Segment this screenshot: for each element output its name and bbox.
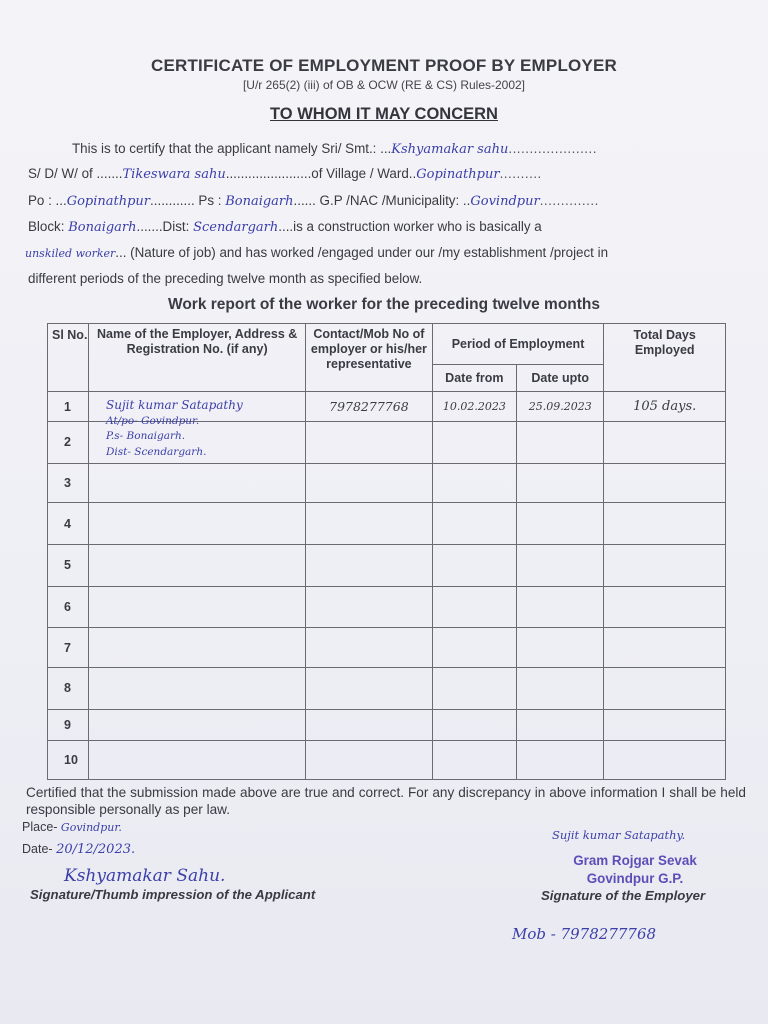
body-line-5	[25, 245, 608, 260]
document-title: CERTIFICATE OF EMPLOYMENT PROOF BY EMPLOYER	[150, 56, 618, 75]
row-sl-no: 8	[48, 668, 89, 709]
body-line-3: Po : ...Gopinathpur............ Ps : Bonaigarh...... G.P /NAC /Municipality: ..Govindpur..............	[28, 193, 599, 209]
applicant-name: Kshyamakar sahu	[391, 142, 509, 157]
body-line-4	[28, 219, 542, 235]
place-line	[22, 820, 122, 834]
row-sl-no: 3	[48, 463, 89, 502]
row-sl-no: 10	[48, 740, 89, 779]
row-sl-no: 9	[48, 709, 89, 740]
document-subtitle: [U/r 265(2) (iii) of OB & OCW (RE & CS) Rules-2002]	[242, 78, 526, 92]
row-sl-no: 2	[48, 422, 89, 463]
certification-text: Certified that the submission made above are true and correct. For any discrepancy in above information I shall be held responsible personally as per law.	[26, 785, 746, 817]
gp-label: ...... G.P /NAC /Municipality: ..	[293, 193, 471, 208]
employer-signature: Sujit kumar Satapathy.	[552, 828, 686, 842]
header-date-from: Date from	[432, 365, 516, 392]
row-date-from: 10.02.2023	[432, 392, 516, 422]
table-row	[48, 545, 726, 586]
block-name: Bonaigarh	[68, 220, 137, 235]
line2-mid: .......................of Village / Ward..	[225, 166, 417, 181]
date-value: 20/12/2023.	[56, 842, 136, 857]
place-label: Place-	[22, 820, 58, 834]
table-row	[48, 502, 726, 544]
row-total-days: 105 days.	[604, 392, 726, 422]
ps-label: ............ Ps :	[150, 193, 226, 208]
village-name: Gopinathpur	[416, 167, 500, 182]
table-row	[48, 709, 726, 740]
row-sl-no: 6	[48, 586, 89, 627]
table-row	[48, 586, 726, 627]
line5-suffix: ... (Nature of job) and has worked /engaged under our /my establishment /project in	[115, 245, 609, 260]
date-label: Date-	[22, 842, 53, 856]
ps-name: Bonaigarh	[225, 194, 294, 209]
table-row	[48, 740, 726, 779]
employer-address-dist: Dist- Scendargarh.	[106, 445, 207, 458]
header-contact: Contact/Mob No of employer or his/her representative	[306, 324, 433, 392]
row-date-upto: 25.09.2023	[517, 392, 604, 422]
po-label: Po : ...	[28, 193, 67, 208]
place-value: Govindpur.	[60, 821, 122, 834]
applicant-signature-label: Signature/Thumb impression of the Applicant	[30, 887, 316, 902]
header-date-upto: Date upto	[517, 365, 604, 392]
employer-signature-label: Signature of the Employer	[541, 888, 706, 903]
header-sl-no: Sl No.	[48, 324, 89, 392]
table-header-row	[48, 324, 726, 365]
job-nature: unskiled worker	[25, 247, 116, 260]
body-line-2: S/ D/ W/ of .......Tikeswara sahu.......................of Village / Ward..Gopinathpur..........	[28, 166, 542, 182]
employer-name: Sujit kumar Satapathy	[106, 398, 243, 412]
table-row	[48, 668, 726, 709]
line1-prefix: This is to certify that the applicant namely Sri/ Smt.: ...	[72, 141, 392, 156]
header-employer-name: Name of the Employer, Address & Registration No. (if any)	[89, 324, 306, 392]
dist-label: .......Dist:	[136, 219, 194, 234]
employer-address-po: At/po- Govindpur.	[106, 414, 200, 427]
body-line-6: different periods of the preceding twelve month as specified below.	[28, 271, 423, 286]
work-report-heading: Work report of the worker for the preceding twelve months	[167, 296, 601, 313]
stamp-line-2: Govindpur G.P.	[586, 871, 684, 886]
row-sl-no: 1	[48, 392, 89, 422]
applicant-signature: Kshyamakar Sahu.	[64, 866, 226, 886]
line2-prefix: S/ D/ W/ of .......	[28, 166, 123, 181]
employer-address-ps: P.s- Bonaigarh.	[106, 430, 186, 442]
employer-mobile: Mob - 7978277768	[512, 925, 657, 943]
dist-name: Scendargarh	[193, 220, 279, 235]
line4-suffix: ....is a construction worker who is basically a	[278, 219, 542, 234]
row-sl-no: 4	[48, 502, 89, 544]
row-sl-no: 7	[48, 627, 89, 667]
date-line	[22, 842, 135, 857]
header-total-days: Total Days Employed	[604, 324, 726, 392]
stamp-line-1: Gram Rojgar Sevak	[573, 853, 697, 868]
work-report-table	[47, 323, 726, 780]
row-sl-no: 5	[48, 545, 89, 586]
po-name: Gopinathpur	[66, 194, 151, 209]
table-row	[48, 463, 726, 502]
employer-details	[106, 398, 243, 460]
relation-name: Tikeswara sahu	[122, 167, 226, 182]
row-contact: 7978277768	[306, 392, 433, 422]
body-line-1: This is to certify that the applicant namely Sri/ Smt.: ...Kshyamakar sahu.....................	[72, 141, 597, 157]
block-label: Block:	[28, 219, 69, 234]
document-heading: TO WHOM IT MAY CONCERN	[270, 105, 498, 123]
table-row	[48, 627, 726, 667]
header-period: Period of Employment	[432, 324, 604, 365]
gp-name: Govindpur	[470, 194, 540, 209]
